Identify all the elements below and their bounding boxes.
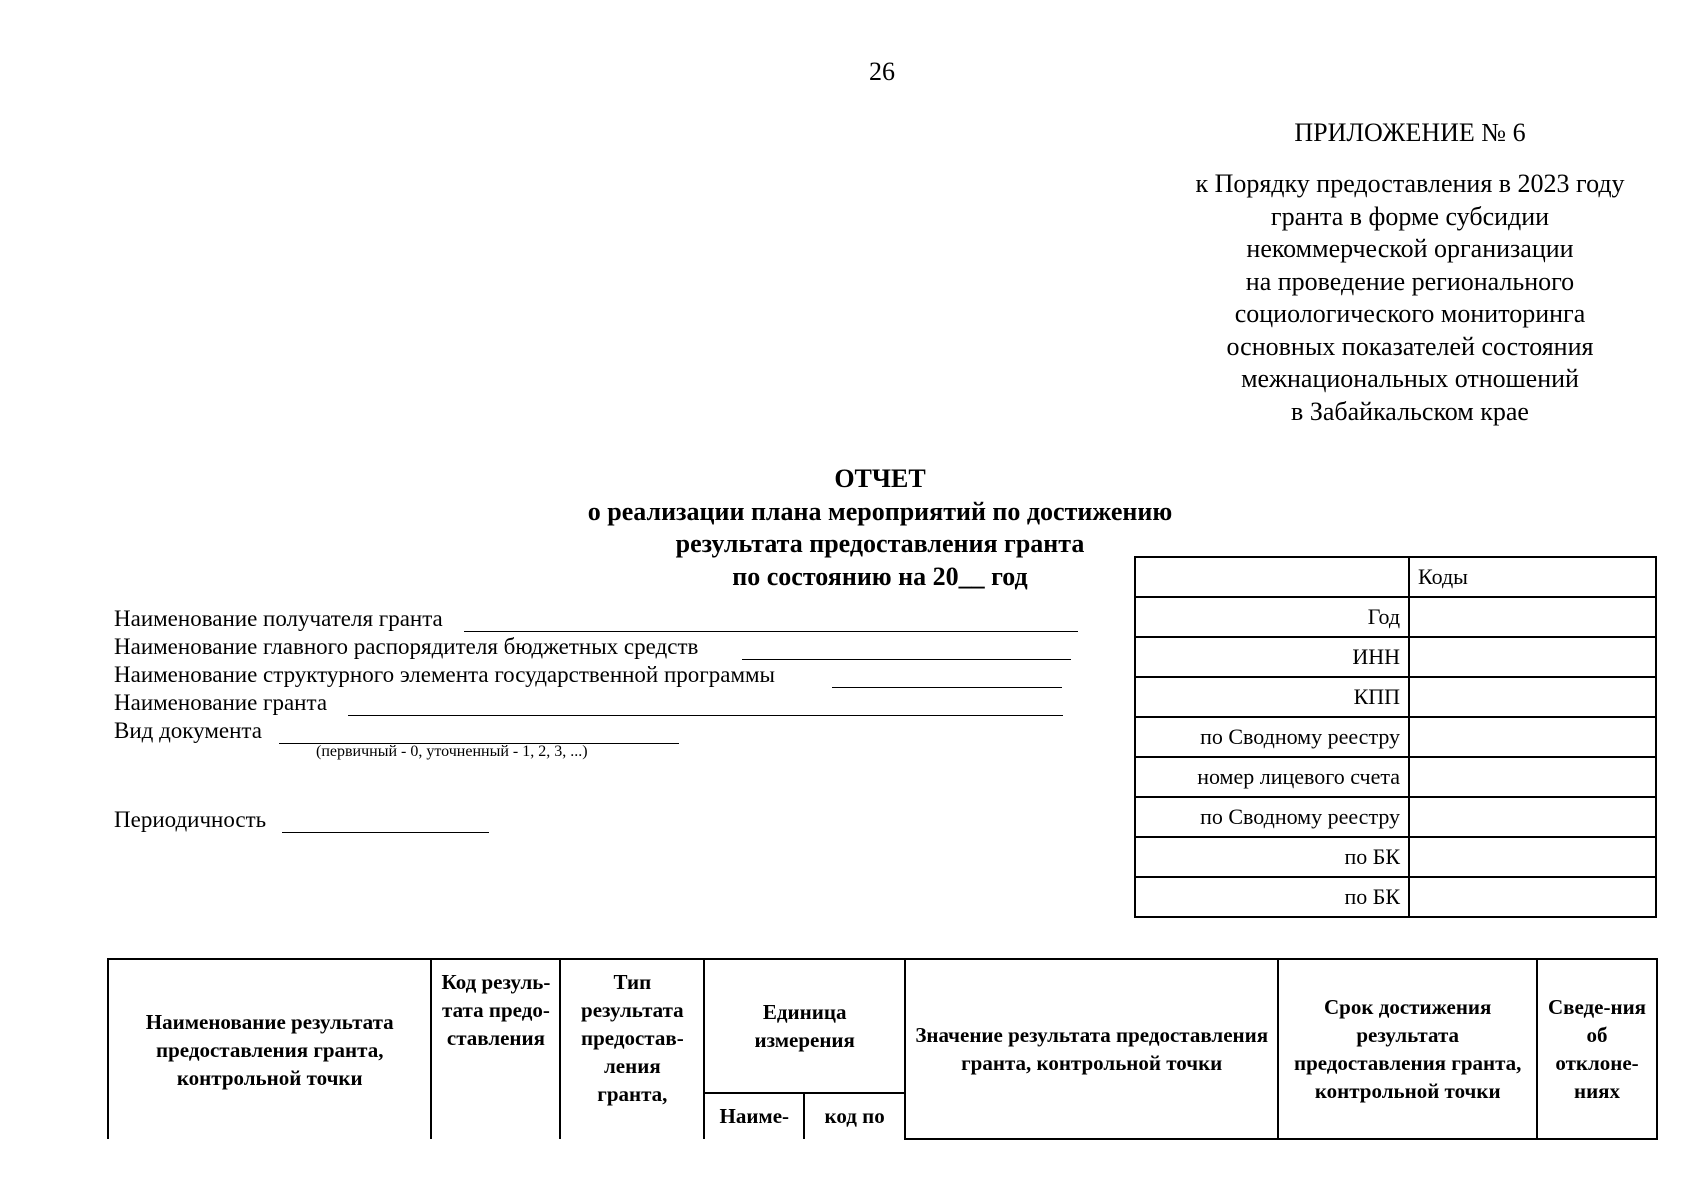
codes-header: Коды [1409, 557, 1656, 597]
codes-row-value[interactable] [1409, 877, 1656, 917]
codes-row-value[interactable] [1409, 797, 1656, 837]
page-number: 26 [869, 57, 895, 86]
main-manager-field[interactable] [742, 659, 1071, 660]
col-result-code: Код резуль-тата предо-ставления [431, 959, 560, 1139]
codes-row-label: по БК [1135, 877, 1409, 917]
col-deadline: Срок достижения результата предоставления гранта, контрольной точки [1278, 959, 1537, 1139]
report-subtitle-line: результата предоставления гранта [675, 529, 1085, 558]
codes-row-value[interactable] [1409, 717, 1656, 757]
codes-row-label: по Сводному реестру [1135, 797, 1409, 837]
appendix-line: межнациональных отношений [1241, 364, 1579, 393]
appendix-line: в Забайкальском крае [1291, 396, 1529, 426]
appendix-text [1140, 168, 1680, 428]
appendix-title: ПРИЛОЖЕНИЕ № 6 [1294, 118, 1526, 147]
codes-header-empty [1135, 557, 1409, 597]
appendix-line: основных показателей состояния [1226, 331, 1594, 361]
codes-row [1135, 677, 1656, 717]
appendix-line: на проведение регионального [1245, 266, 1575, 296]
codes-row-label: ИНН [1135, 637, 1409, 677]
program-element-label: Наименование структурного элемента государственной программы [114, 662, 776, 687]
appendix-line: гранта в форме субсидии [1270, 201, 1550, 231]
appendix-line: социологического мониторинга [1234, 299, 1586, 328]
codes-row [1135, 797, 1656, 837]
appendix-line: к Порядку предоставления в 2023 году [1195, 169, 1625, 198]
appendix-line: некоммерческой организации [1246, 234, 1574, 263]
codes-row-label: по БК [1135, 837, 1409, 877]
grant-name-label: Наименование гранта [114, 690, 328, 715]
results-table [107, 958, 1658, 1140]
periodicity-label: Периодичность [114, 807, 267, 832]
codes-row-value[interactable] [1409, 757, 1656, 797]
codes-row-value[interactable] [1409, 837, 1656, 877]
recipient-field[interactable] [464, 631, 1078, 632]
codes-row-label: Год [1135, 597, 1409, 637]
program-element-field[interactable] [832, 687, 1062, 688]
codes-table [1134, 556, 1657, 918]
codes-row-value[interactable] [1409, 677, 1656, 717]
codes-row [1135, 597, 1656, 637]
recipient-label: Наименование получателя гранта [114, 606, 443, 631]
col-deviations: Сведе-ния об отклоне-ниях [1537, 959, 1657, 1139]
col-result-type: Тип результата предостав-ления гранта, [560, 959, 704, 1139]
codes-header-row [1135, 557, 1656, 597]
col-unit-name: Наиме- [704, 1093, 804, 1139]
report-heading: ОТЧЕТ [834, 464, 926, 493]
codes-row [1135, 877, 1656, 917]
codes-row-value[interactable] [1409, 637, 1656, 677]
codes-row-value[interactable] [1409, 597, 1656, 637]
main-manager-label: Наименование главного распорядителя бюджетных средств [114, 634, 699, 659]
codes-row-label: номер лицевого счета [1135, 757, 1409, 797]
document-type-hint: (первичный - 0, уточненный - 1, 2, 3, ...) [316, 743, 588, 760]
col-result-name: Наименование результата предоставления гранта, контрольной точки [108, 959, 431, 1139]
col-unit: Единица измерения [704, 959, 905, 1093]
report-subtitle-line: по состоянию на 20__ год [732, 561, 1028, 591]
col-result-value: Значение результата предоставления гранта, контрольной точки [905, 959, 1278, 1139]
codes-row [1135, 717, 1656, 757]
codes-row-label: по Сводному реестру [1135, 717, 1409, 757]
report-subtitle-line: о реализации плана мероприятий по достижению [587, 496, 1173, 526]
codes-row [1135, 637, 1656, 677]
periodicity-field[interactable] [282, 832, 489, 833]
codes-row-label: КПП [1135, 677, 1409, 717]
col-unit-code: код по [804, 1093, 905, 1139]
results-header-row [108, 959, 1657, 1093]
document-type-label: Вид документа [114, 718, 262, 743]
grant-name-field[interactable] [348, 715, 1063, 716]
codes-row [1135, 837, 1656, 877]
codes-row [1135, 757, 1656, 797]
